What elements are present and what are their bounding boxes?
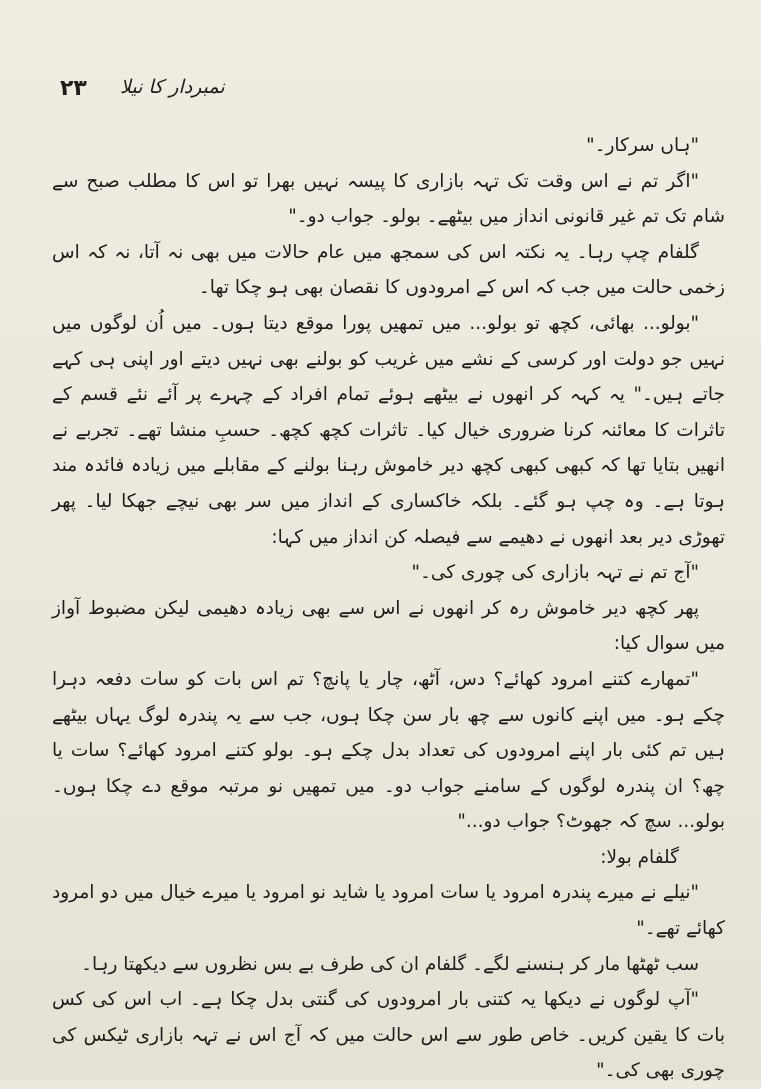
body-text (52, 128, 725, 1082)
paragraph: "بولو... بھائی، کچھ تو بولو... میں تمھیں پورا موقع دیتا ہوں۔ میں اُن لوگوں میں نہیں جو دولت اور کرسی کے نشے میں غریب کو بولنے بھی نہیں دیتے اور اپنی ہی کہے جاتے ہیں۔" یہ کہہ کر انھوں نے بیٹھے ہوئے تمام افراد کے چہرے پر آئے نئے قسم کے تاثرات کا معائنہ کرنا ضروری خیال کیا۔ تاثرات کچھ کچھ۔ حسبِ منشا تھے۔ تجربے نے انھیں بتایا تھا کہ کبھی کبھی کچھ دیر خاموش رہنا بولنے کے مقابلے میں زیادہ فائدہ مند ہوتا ہے۔ وہ چپ ہو گئے۔ بلکہ خاکساری کے انداز میں سر بھی نیچے جھکا لیا۔ پھر تھوڑی دیر بعد انھوں نے دھیمے سے فیصلہ کن انداز میں کہا: (52, 312, 725, 548)
paragraph: "اگر تم نے اس وقت تک تہہ بازاری کا پیسہ نہیں بھرا تو اس کا مطلب صبح سے شام تک تم غیر قانونی انداز میں بیٹھے۔ بولو۔ جواب دو۔" (52, 170, 725, 228)
paragraph: "آج تم نے تہہ بازاری کی چوری کی۔" (411, 562, 699, 584)
page-number: ۲۳ (60, 76, 87, 101)
running-head (60, 70, 701, 110)
paragraph: "ہاں سرکار۔" (586, 135, 699, 156)
paragraph: گلفام چپ رہا۔ یہ نکتہ اس کی سمجھ میں عام حالات میں بھی نہ آتا، نہ کہ اس زخمی حالت میں جب کہ اس کے امرودوں کا نقصان بھی ہو چکا تھا۔ (52, 241, 725, 299)
paragraph: سب ٹھٹھا مار کر ہنسنے لگے۔ گلفام ان کی طرف بے بس نظروں سے دیکھتا رہا۔ (81, 953, 699, 975)
paragraph: "نیلے نے میرے پندرہ امرود یا سات امرود یا شاید نو امرود یا میرے خیال میں دو امرود کھائے تھے۔" (52, 882, 725, 940)
running-title: نمبردار کا نیلا (120, 76, 225, 98)
paragraph: پھر کچھ دیر خاموش رہ کر انھوں نے اس سے بھی زیادہ دھیمی لیکن مضبوط آواز میں سوال کیا: (52, 597, 725, 655)
paragraph: گلفام بولا: (600, 846, 679, 868)
paragraph: "تمھارے کتنے امرود کھائے؟ دس، آٹھ، چار یا پانچ؟ تم اس بات کو سات دفعہ دہرا چکے ہو۔ میں اپنے کانوں سے چھ بار سن چکا ہوں، جب سے یہ پندرہ لوگ یہاں بیٹھے ہیں تم کئی بار اپنے امرودوں کی تعداد بدل چکے ہو۔ بولو کتنے امرود کھائے؟ سات یا چھ؟ ان پندرہ لوگوں کے سامنے جواب دو۔ میں تمھیں نو مرتبہ موقع دے چکا ہوں۔ بولو... سچ کہ جھوٹ؟ جواب دو..." (52, 668, 725, 833)
paragraph: "آپ لوگوں نے دیکھا یہ کتنی بار امرودوں کی گنتی بدل چکا ہے۔ اب اس کی کس بات کا یقین کریں۔ خاص طور سے اس حالت میں کہ آج اس نے تہہ بازاری ٹیکس کی چوری بھی کی۔" (52, 989, 725, 1082)
